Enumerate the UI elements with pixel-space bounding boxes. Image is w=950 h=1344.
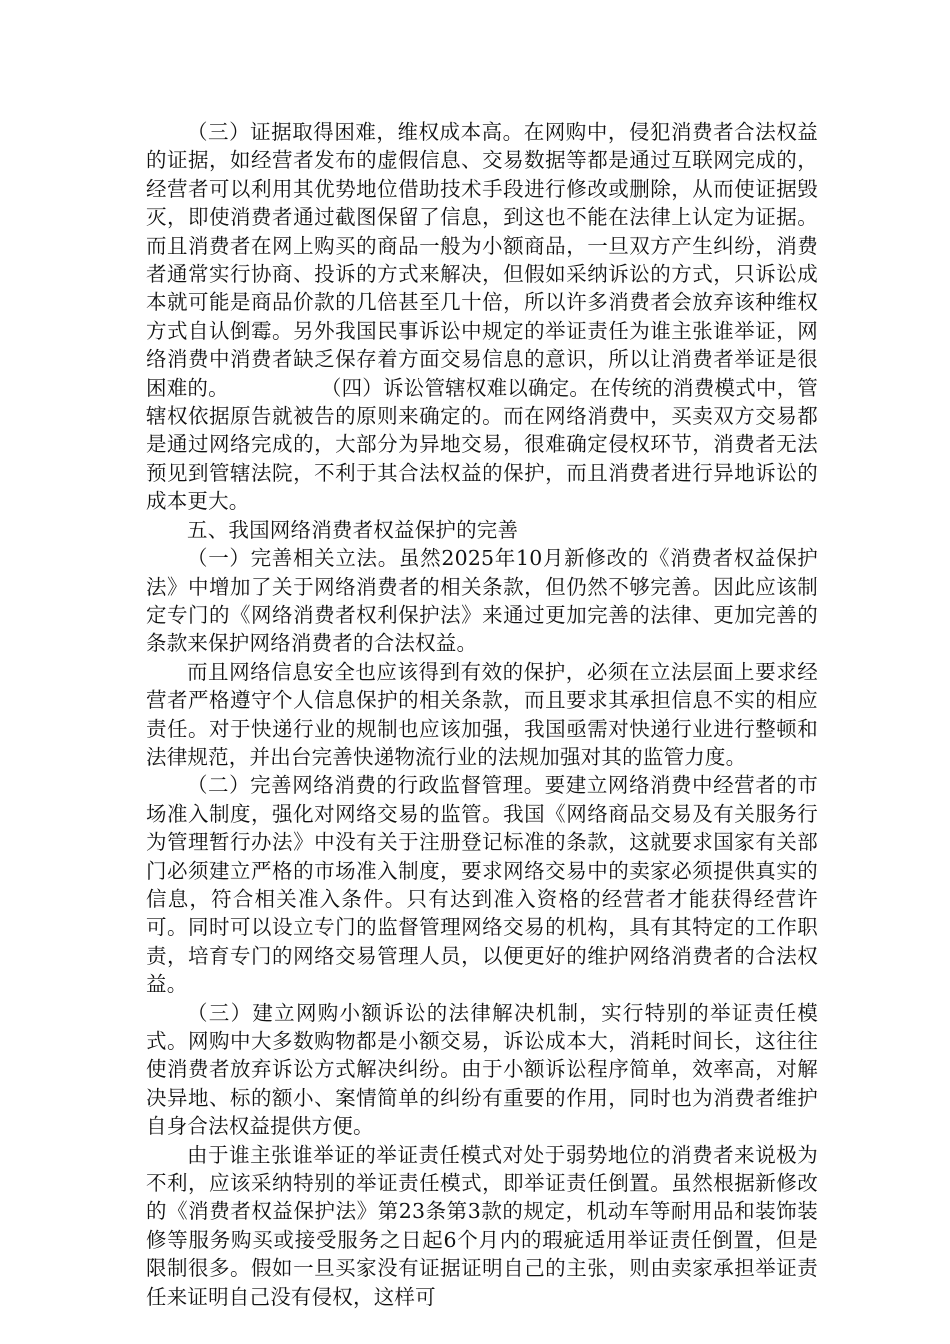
- document-page: [146, 118, 818, 1311]
- paragraph-jurisdiction-text: （四）诉讼管辖权难以确定。在传统的消费模式中，管辖权依据原告就被告的原则来确定的。而在网络消费中，买卖双方交易都是通过网络完成的，大部分为异地交易，很难确定侵权环节，消费者无法预见到管辖法院，不利于其合法权益的保护，而且消费者进行异地诉讼的成本更大。: [146, 375, 818, 514]
- section-heading-5: 五、我国网络消费者权益保护的完善: [187, 517, 519, 542]
- paragraph-evidence-text: （三）证据取得困难，维权成本高。在网购中，侵犯消费者合法权益的证据，如经营者发布的虚假信息、交易数据等都是通过互联网完成的，经营者可以利用其优势地位借助技术手段进行修改或删除，从而使证据毁灭，即使消费者通过截图保留了信息，到这也不能在法律上认定为证据。而且消费者在网上购买的商品一般为小额商品，一旦双方产生纠纷，消费者通常实行协商、投诉的方式来解决，但假如采纳诉讼的方式，只诉讼成本就可能是商品价款的几倍甚至几十倍，所以许多消费者会放弃该种维权方式自认倒霉。另外我国民事诉讼中规定的举证责任为谁主张谁举证，网络消费中消费者缺乏保存着方面交易信息的意识，所以让消费者举证是很困难的。: [146, 120, 818, 400]
- paragraph-small-claims: （三）建立网购小额诉讼的法律解决机制，实行特别的举证责任模式。网购中大多数购物都是小额交易，诉讼成本大，消耗时间长，这往往使消费者放弃诉讼方式解决纠纷。由于小额诉讼程序简单，效率高，对解决异地、标的额小、案情简单的纠纷有重要的作用，同时也为消费者维护自身合法权益提供方便。: [146, 1000, 818, 1139]
- paragraph-information-security: 而且网络信息安全也应该得到有效的保护，必须在立法层面上要求经营者严格遵守个人信息保护的相关条款，而且要求其承担信息不实的相应责任。对于快递行业的规制也应该加强，我国亟需对快递行业进行整顿和法律规范，并出台完善快递物流行业的法规加强对其的监管力度。: [146, 659, 818, 769]
- paragraph-burden-of-proof: 由于谁主张谁举证的举证责任模式对处于弱势地位的消费者来说极为不利，应该采纳特别的举证责任模式，即举证责任倒置。虽然根据新修改的《消费者权益保护法》第23条第3款的规定，机动车等耐用品和装饰装修等服务购买或接受服务之日起6个月内的瑕疵适用举证责任倒置，但是限制很多。假如一旦买家没有证据证明自己的主张，则由卖家承担举证责任来证明自己没有侵权，这样可: [146, 1142, 818, 1309]
- paragraph-evidence-difficulty: [146, 118, 818, 516]
- paragraph-administrative-supervision: （二）完善网络消费的行政监督管理。要建立网络消费中经营者的市场准入制度，强化对网络交易的监管。我国《网络商品交易及有关服务行为管理暂行办法》中没有关于注册登记标准的条款，这就要求国家有关部门必须建立严格的市场准入制度，要求网络交易中的卖家必须提供真实的信息，符合相关准入条件。只有达到准入资格的经营者才能获得经营许可。同时可以设立专门的监督管理网络交易的机构，具有其特定的工作职责，培育专门的网络交易管理人员，以便更好的维护网络消费者的合法权益。: [146, 773, 818, 997]
- paragraph-legislation: （一）完善相关立法。虽然2025年10月新修改的《消费者权益保护法》中增加了关于网络消费者的相关条款，但仍然不够完善。因此应该制定专门的《网络消费者权利保护法》来通过更加完善的法律、更加完善的条款来保护网络消费者的合法权益。: [146, 546, 818, 656]
